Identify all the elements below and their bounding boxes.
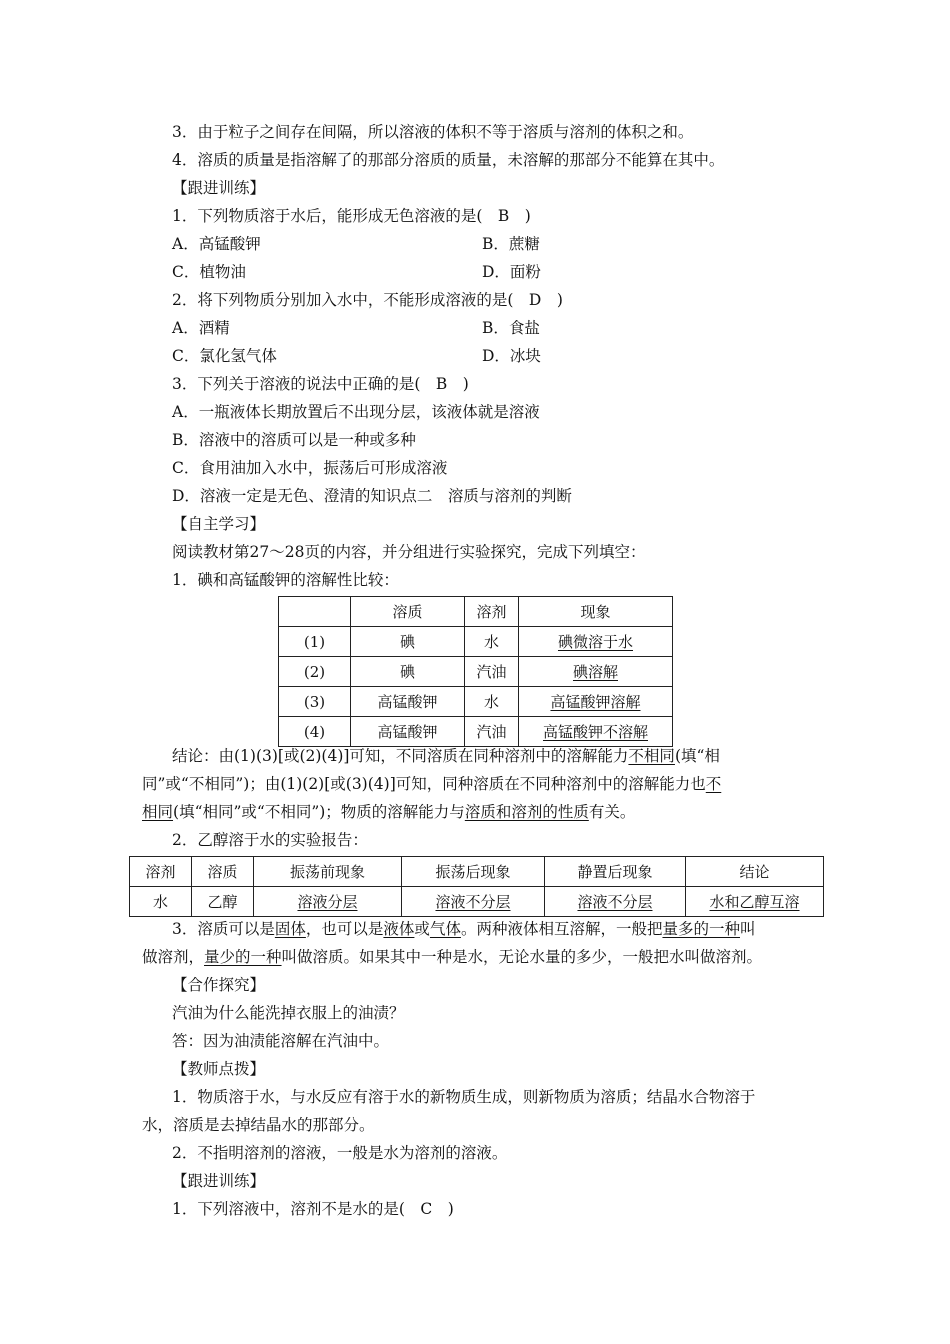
answer-blank: 不相同 [628,747,675,765]
text-line: 3．溶质可以是固体，也可以是液体或气体。两种液体相互溶解，一般把量多的一种叫 [172,920,756,938]
text-line: 做溶剂，量少的一种叫做溶质。如果其中一种是水，无论水量的多少，一般把水叫做溶剂。 [142,948,763,966]
answer-blank: 气体 [429,920,461,938]
table-header: 振荡前现象 [254,857,402,887]
table-row [279,627,673,657]
conclusion-line: 结论：由(1)(3)[或(2)(4)]可知，不同溶质在同种溶剂中的溶解能力不相同(填“相 [172,747,720,765]
table-cell: 高锰酸钾 [351,687,465,717]
answer-blank: 不 [705,775,722,793]
table-header-row [279,597,673,627]
option: B．蔗糖 [482,235,540,253]
conclusion-line: 相同(填“相同”或“不相同”)；物质的溶解能力与溶质和溶剂的性质有关。 [142,803,636,821]
question: 3．下列关于溶液的说法中正确的是( B ) [172,375,469,393]
text-line: 汽油为什么能洗掉衣服上的油渍？ [172,1004,405,1022]
answer-blank: 量少的一种 [204,948,282,966]
text-line: 4．溶质的质量是指溶解了的那部分溶质的质量，未溶解的那部分不能算在其中。 [172,151,725,169]
option: C．植物油 [172,263,246,281]
text-line: 3．由于粒子之间存在间隔，所以溶液的体积不等于溶质与溶剂的体积之和。 [172,123,694,141]
table-header: 溶剂 [465,597,519,627]
option: B．食盐 [482,319,540,337]
option: D．溶液一定是无色、澄清的知识点二 溶质与溶剂的判断 [172,487,572,505]
answer-blank: 溶质和溶剂的性质 [464,803,589,821]
table-header [279,597,351,627]
answer-blank: 量多的一种 [662,920,740,938]
table-header: 溶剂 [130,857,192,887]
table-header: 溶质 [351,597,465,627]
section-heading: 【教师点拨】 [172,1060,266,1078]
option: C．氯化氢气体 [172,347,277,365]
table-cell: 碘 [351,657,465,687]
answer-blank: 液体 [383,920,415,938]
option: D．冰块 [482,347,541,365]
table-cell: (3) [279,687,351,717]
table-cell: 水 [130,887,192,917]
question: 1．下列溶液中，溶剂不是水的是( C ) [172,1200,454,1218]
table-cell-answer: 高锰酸钾不溶解 [519,717,673,747]
table-cell: 碘 [351,627,465,657]
table-cell: 水 [465,687,519,717]
option: B．溶液中的溶质可以是一种或多种 [172,431,416,449]
text-line: 1．物质溶于水，与水反应有溶于水的新物质生成，则新物质为溶质；结晶水合物溶于 [172,1088,756,1106]
table-cell: 高锰酸钾 [351,717,465,747]
table-cell-answer: 水和乙醇互溶 [686,887,824,917]
table-cell-answer: 溶液不分层 [402,887,545,917]
text-line: 阅读教材第27～28页的内容，并分组进行实验探究，完成下列填空： [172,543,646,561]
answer-blank: 相同 [142,803,174,821]
text-line: 2．乙醇溶于水的实验报告： [172,831,368,849]
table-row [279,657,673,687]
option: A．一瓶液体长期放置后不出现分层，该液体就是溶液 [172,403,540,421]
text-line: 答：因为油渍能溶解在汽油中。 [172,1032,390,1050]
table-cell: (1) [279,627,351,657]
table-header: 现象 [519,597,673,627]
table-header-row [130,857,824,887]
text-line: 1．碘和高锰酸钾的溶解性比较： [172,571,399,589]
table-cell: 乙醇 [192,887,254,917]
table-header: 结论 [686,857,824,887]
table-cell-answer: 溶液分层 [254,887,402,917]
section-heading: 【跟进训练】 [172,179,266,197]
table-cell: (4) [279,717,351,747]
option: D．面粉 [482,263,541,281]
table-header: 溶质 [192,857,254,887]
table-cell: 汽油 [465,657,519,687]
table-cell-answer: 高锰酸钾溶解 [519,687,673,717]
conclusion-line: 同”或“不相同”)；由(1)(2)[或(3)(4)]可知，同种溶质在不同种溶剂中的溶解能力也不 [142,775,722,793]
text-line: 水，溶质是去掉结晶水的那部分。 [142,1116,375,1134]
table-row [279,717,673,747]
option: A．酒精 [172,319,230,337]
option: C．食用油加入水中，振荡后可形成溶液 [172,459,448,477]
question: 1．下列物质溶于水后，能形成无色溶液的是( B ) [172,207,531,225]
table-header: 振荡后现象 [402,857,545,887]
table-cell-answer: 碘微溶于水 [519,627,673,657]
text-line: 2．不指明溶剂的溶液，一般是水为溶剂的溶液。 [172,1144,508,1162]
table-cell-answer: 溶液不分层 [545,887,686,917]
ethanol-report-table [129,856,824,917]
table-row [130,887,824,917]
table-cell: 水 [465,627,519,657]
section-heading: 【跟进训练】 [172,1172,266,1190]
table-cell-answer: 碘溶解 [519,657,673,687]
table-cell: (2) [279,657,351,687]
section-heading: 【自主学习】 [172,515,266,533]
section-heading: 【合作探究】 [172,976,266,994]
question: 2．将下列物质分别加入水中，不能形成溶液的是( D ) [172,291,563,309]
answer-blank: 固体 [274,920,306,938]
table-header: 静置后现象 [545,857,686,887]
table-row [279,687,673,717]
solubility-table [278,596,673,747]
option: A．高锰酸钾 [172,235,261,253]
table-cell: 汽油 [465,717,519,747]
